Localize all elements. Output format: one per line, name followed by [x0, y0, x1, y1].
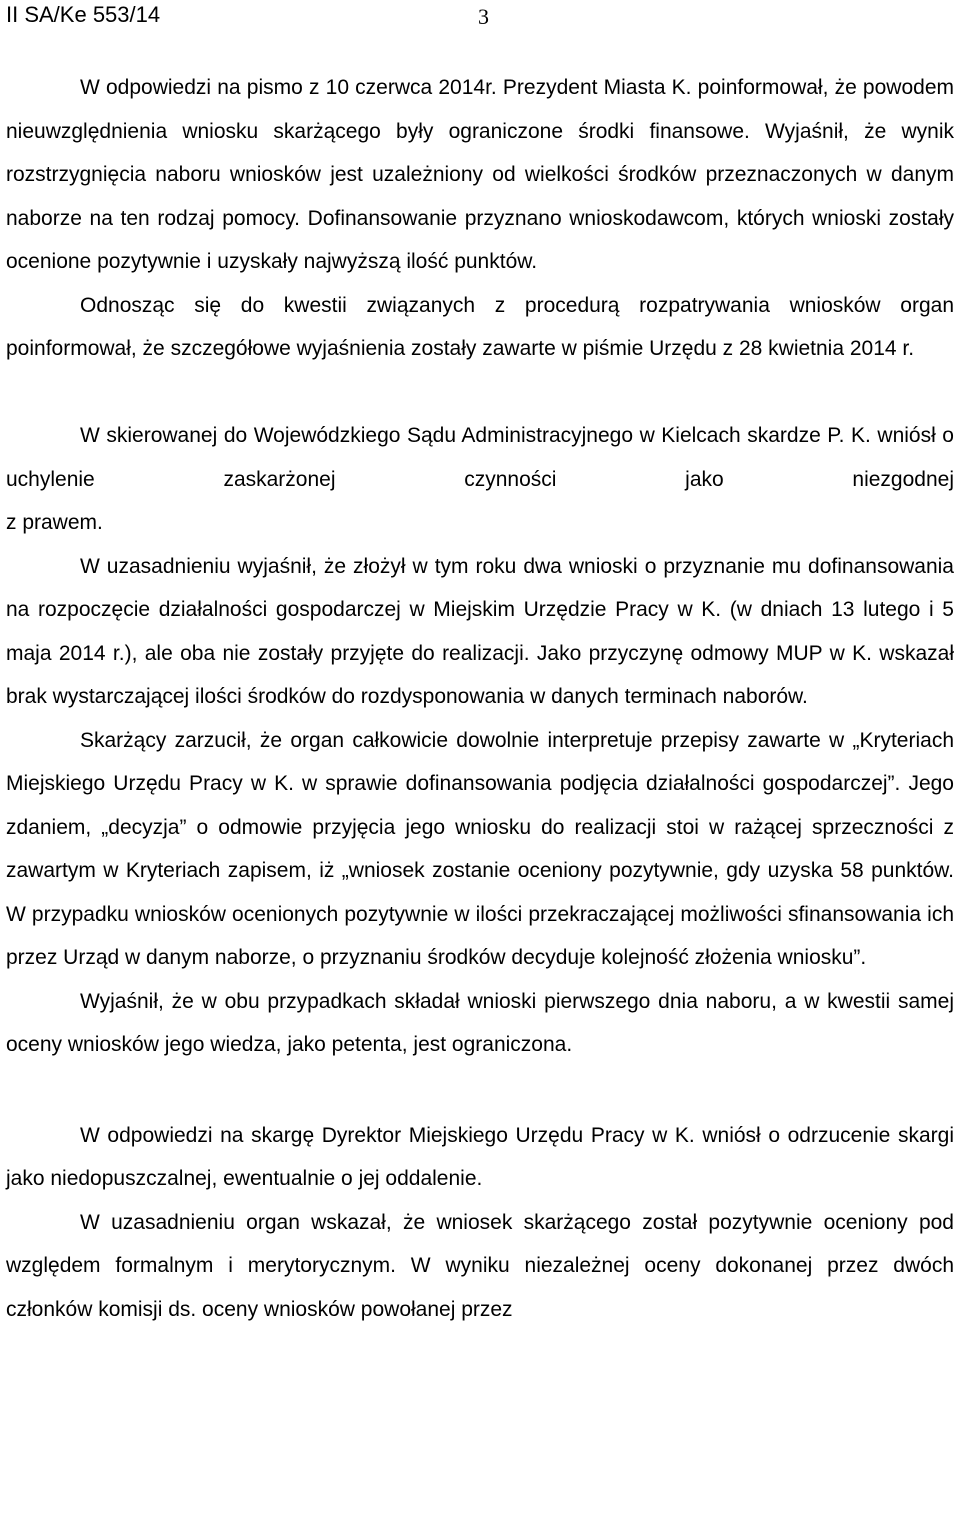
document-body — [6, 66, 954, 1331]
paragraph-complaint-intro: W skierowanej do Wojewódzkiego Sądu Administracyjnego w Kielcach skardze P. K. wniósł o uchylenie zaskarżonej czynności jako niezgodnej — [6, 424, 954, 491]
page-header — [6, 0, 954, 32]
paragraph-director-reply: W odpowiedzi na skargę Dyrektor Miejskiego Urzędu Pracy w K. wniósł o odrzucenie skargi jako niedopuszczalnej, ewentualnie o jej oddalenie. — [6, 1123, 954, 1190]
paragraph-submission-timing: Wyjaśnił, że w obu przypadkach składał wnioski pierwszego dnia naboru, a w kwestii samej oceny wniosków jego wiedza, jako petenta, jest ograniczona. — [6, 989, 954, 1056]
paragraph-complaint-intro-end: z prawem. — [6, 511, 103, 534]
case-reference: II SA/Ke 553/14 — [6, 2, 161, 27]
paragraph-justification: W uzasadnieniu wyjaśnił, że złożył w tym roku dwa wnioski o przyznanie mu dofinansowania na rozpoczęcie działalności gospodarczej w Miejskim Urzędzie Pracy w K. (w dniach 13 lutego i 5 maja 2014 r.), ale oba nie zostały przyjęte do realizacji. Jako przyczynę odmowy MUP w K. wskazał brak wystarczającej ilości środków do rozdysponowania w danych terminach naborów. — [6, 554, 954, 708]
paragraph-procedure-explanation: Odnosząc się do kwestii związanych z procedurą rozpatrywania wniosków organ poinformował, że szczegółowe wyjaśnienia zostały zawarte w piśmie Urzędu z 28 kwietnia 2014 r. — [6, 293, 954, 360]
page-number: 3 — [478, 4, 489, 29]
paragraph-allegation: Skarżący zarzucił, że organ całkowicie dowolnie interpretuje przepisy zawarte w „Kryteriach Miejskiego Urzędu Pracy w K. w sprawie dofinansowania podjęcia działalności gospodarczej”. Jego zdaniem, „decyzja” o odmowie przyjęcia jego wniosku do realizacji stoi w rażącej sprzeczności z zawartym w Kryteriach zapisem, iż „wniosek zostanie oceniony pozytywnie, gdy uzyska 58 punktów. W przypadku wniosków ocenionych pozytywnie w ilości przekraczającej możliwości sfinansowania ich przez Urząd w danym naborze, o przyznaniu środków decyduje kolejność złożenia wniosku”. — [6, 728, 954, 969]
paragraph-organ-justification: W uzasadnieniu organ wskazał, że wniosek skarżącego został pozytywnie oceniony pod względem formalnym i merytorycznym. W wyniku niezależnej oceny dokonanej przez dwóch członków komisji ds. oceny wniosków powołanej przez — [6, 1210, 954, 1321]
paragraph-president-response: W odpowiedzi na pismo z 10 czerwca 2014r. Prezydent Miasta K. poinformował, że powodem nieuwzględnienia wniosku skarżącego były ograniczone środki finansowe. Wyjaśnił, że wynik rozstrzygnięcia naboru wniosków jest uzależniony od wielkości środków przeznaczonych w danym naborze na ten rodzaj pomocy. Dofinansowanie przyznano wnioskodawcom, których wnioski zostały ocenione pozytywnie i uzyskały najwyższą ilość punktów. — [6, 76, 954, 273]
